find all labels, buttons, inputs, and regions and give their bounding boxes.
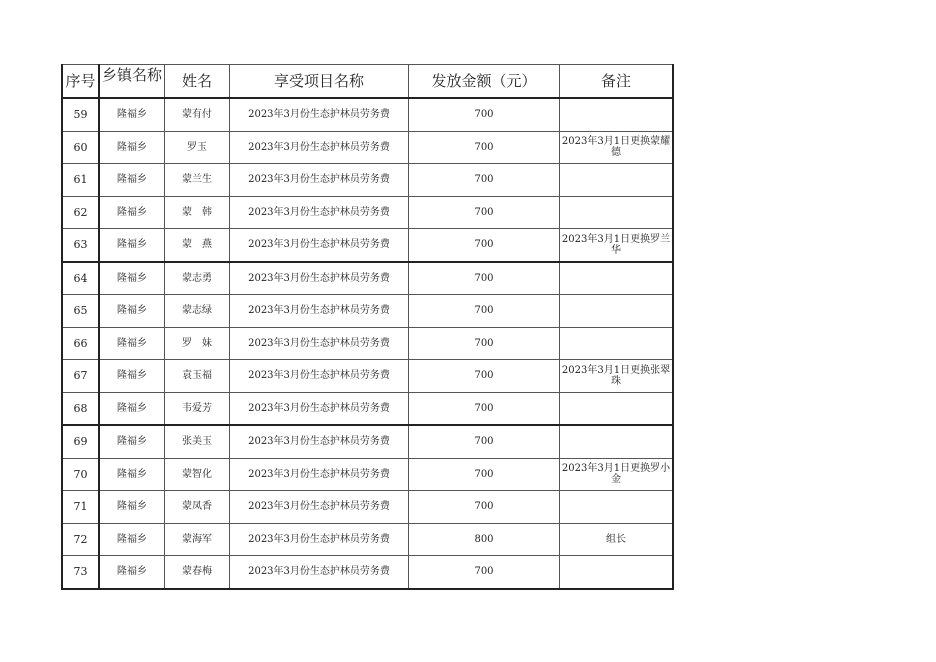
row-town-cell[interactable]: 隆福乡 — [99, 295, 165, 328]
header-town-label: 乡镇名称 — [101, 66, 162, 84]
row-note-cell[interactable] — [560, 556, 674, 589]
row-note-cell[interactable]: 2023年3月1日更换罗兰华 — [560, 229, 674, 262]
table-row — [62, 327, 673, 360]
row-name-cell[interactable]: 蒙凤香 — [165, 491, 230, 524]
row-no-cell[interactable]: 73 — [62, 556, 99, 589]
table-row — [62, 392, 673, 425]
header-note[interactable]: 备注 — [560, 65, 674, 99]
row-item-cell[interactable]: 2023年3月份生态护林员劳务费 — [230, 229, 409, 262]
row-town-cell[interactable]: 隆福乡 — [99, 229, 165, 262]
table-row — [62, 131, 673, 164]
row-note-cell[interactable] — [560, 491, 674, 524]
row-item-cell[interactable]: 2023年3月份生态护林员劳务费 — [230, 262, 409, 295]
payment-table — [61, 64, 674, 590]
row-note-cell[interactable] — [560, 295, 674, 328]
row-item-cell[interactable]: 2023年3月份生态护林员劳务费 — [230, 556, 409, 589]
row-amount-cell[interactable]: 700 — [409, 229, 560, 262]
row-amount-cell[interactable]: 700 — [409, 164, 560, 197]
row-town-cell[interactable]: 隆福乡 — [99, 327, 165, 360]
row-note-cell[interactable] — [560, 392, 674, 425]
row-no-cell[interactable]: 67 — [62, 360, 99, 393]
table-row — [62, 196, 673, 229]
row-town-cell[interactable]: 隆福乡 — [99, 425, 165, 458]
table-row — [62, 98, 673, 131]
row-no-cell[interactable]: 66 — [62, 327, 99, 360]
header-no[interactable]: 序号 — [62, 65, 99, 99]
row-item-cell[interactable]: 2023年3月份生态护林员劳务费 — [230, 392, 409, 425]
row-name-cell[interactable]: 韦爱芳 — [165, 392, 230, 425]
header-amount[interactable]: 发放金额（元） — [409, 65, 560, 99]
row-no-cell[interactable]: 65 — [62, 295, 99, 328]
row-name-cell[interactable]: 蒙兰生 — [165, 164, 230, 197]
header-town[interactable] — [99, 65, 165, 99]
row-town-cell[interactable]: 隆福乡 — [99, 131, 165, 164]
row-note-cell[interactable] — [560, 425, 674, 458]
row-amount-cell[interactable]: 700 — [409, 327, 560, 360]
row-no-cell[interactable]: 63 — [62, 229, 99, 262]
row-note-cell[interactable] — [560, 196, 674, 229]
row-name-cell[interactable]: 蒙海军 — [165, 523, 230, 556]
row-amount-cell[interactable]: 700 — [409, 425, 560, 458]
table-row — [62, 164, 673, 197]
row-name-cell[interactable]: 袁玉福 — [165, 360, 230, 393]
row-amount-cell[interactable]: 700 — [409, 392, 560, 425]
row-note-cell[interactable] — [560, 164, 674, 197]
row-name-cell[interactable]: 蒙志绿 — [165, 295, 230, 328]
row-no-cell[interactable]: 61 — [62, 164, 99, 197]
row-town-cell[interactable]: 隆福乡 — [99, 262, 165, 295]
row-town-cell[interactable]: 隆福乡 — [99, 458, 165, 491]
row-no-cell[interactable]: 64 — [62, 262, 99, 295]
row-note-cell[interactable]: 组长 — [560, 523, 674, 556]
row-item-cell[interactable]: 2023年3月份生态护林员劳务费 — [230, 164, 409, 197]
row-no-cell[interactable]: 68 — [62, 392, 99, 425]
row-name-cell[interactable]: 罗 妹 — [165, 327, 230, 360]
row-note-cell[interactable] — [560, 98, 674, 131]
row-item-cell[interactable]: 2023年3月份生态护林员劳务费 — [230, 425, 409, 458]
row-amount-cell[interactable]: 800 — [409, 523, 560, 556]
table-row — [62, 523, 673, 556]
header-name[interactable]: 姓名 — [165, 65, 230, 99]
row-item-cell[interactable]: 2023年3月份生态护林员劳务费 — [230, 295, 409, 328]
table-row — [62, 425, 673, 458]
row-name-cell[interactable]: 蒙智化 — [165, 458, 230, 491]
row-amount-cell[interactable]: 700 — [409, 556, 560, 589]
row-amount-cell[interactable]: 700 — [409, 458, 560, 491]
row-town-cell[interactable]: 隆福乡 — [99, 556, 165, 589]
header-row — [62, 65, 673, 99]
table-row — [62, 229, 673, 262]
row-note-cell[interactable] — [560, 327, 674, 360]
row-item-cell[interactable]: 2023年3月份生态护林员劳务费 — [230, 131, 409, 164]
row-town-cell[interactable]: 隆福乡 — [99, 196, 165, 229]
table-row — [62, 556, 673, 589]
row-name-cell[interactable]: 蒙有付 — [165, 98, 230, 131]
row-no-cell[interactable]: 59 — [62, 98, 99, 131]
row-name-cell[interactable]: 蒙志勇 — [165, 262, 230, 295]
row-no-cell[interactable]: 62 — [62, 196, 99, 229]
row-item-cell[interactable]: 2023年3月份生态护林员劳务费 — [230, 458, 409, 491]
row-no-cell[interactable]: 71 — [62, 491, 99, 524]
row-no-cell[interactable]: 72 — [62, 523, 99, 556]
row-item-cell[interactable]: 2023年3月份生态护林员劳务费 — [230, 491, 409, 524]
row-note-cell[interactable] — [560, 262, 674, 295]
row-name-cell[interactable]: 罗玉 — [165, 131, 230, 164]
row-item-cell[interactable]: 2023年3月份生态护林员劳务费 — [230, 196, 409, 229]
table-row — [62, 360, 673, 393]
row-name-cell[interactable]: 蒙 韩 — [165, 196, 230, 229]
row-item-cell[interactable]: 2023年3月份生态护林员劳务费 — [230, 360, 409, 393]
row-name-cell[interactable]: 蒙 燕 — [165, 229, 230, 262]
row-no-cell[interactable]: 60 — [62, 131, 99, 164]
header-item[interactable]: 享受项目名称 — [230, 65, 409, 99]
row-town-cell[interactable]: 隆福乡 — [99, 98, 165, 131]
row-town-cell[interactable]: 隆福乡 — [99, 523, 165, 556]
row-item-cell[interactable]: 2023年3月份生态护林员劳务费 — [230, 327, 409, 360]
row-item-cell[interactable]: 2023年3月份生态护林员劳务费 — [230, 523, 409, 556]
row-town-cell[interactable]: 隆福乡 — [99, 360, 165, 393]
row-amount-cell[interactable]: 700 — [409, 295, 560, 328]
row-amount-cell[interactable]: 700 — [409, 131, 560, 164]
row-town-cell[interactable]: 隆福乡 — [99, 491, 165, 524]
table-row — [62, 262, 673, 295]
row-amount-cell[interactable]: 700 — [409, 360, 560, 393]
row-amount-cell[interactable]: 700 — [409, 491, 560, 524]
row-amount-cell[interactable]: 700 — [409, 262, 560, 295]
row-item-cell[interactable]: 2023年3月份生态护林员劳务费 — [230, 98, 409, 131]
table-row — [62, 491, 673, 524]
row-note-cell[interactable]: 2023年3月1日更换蒙耀德 — [560, 131, 674, 164]
row-name-cell[interactable]: 蒙春梅 — [165, 556, 230, 589]
row-no-cell[interactable]: 70 — [62, 458, 99, 491]
row-note-cell[interactable]: 2023年3月1日更换罗小金 — [560, 458, 674, 491]
row-note-cell[interactable]: 2023年3月1日更换张翠珠 — [560, 360, 674, 393]
row-town-cell[interactable]: 隆福乡 — [99, 392, 165, 425]
table-row — [62, 295, 673, 328]
row-no-cell[interactable]: 69 — [62, 425, 99, 458]
row-amount-cell[interactable]: 700 — [409, 98, 560, 131]
table-row — [62, 458, 673, 491]
row-name-cell[interactable]: 张美玉 — [165, 425, 230, 458]
row-amount-cell[interactable]: 700 — [409, 196, 560, 229]
row-town-cell[interactable]: 隆福乡 — [99, 164, 165, 197]
